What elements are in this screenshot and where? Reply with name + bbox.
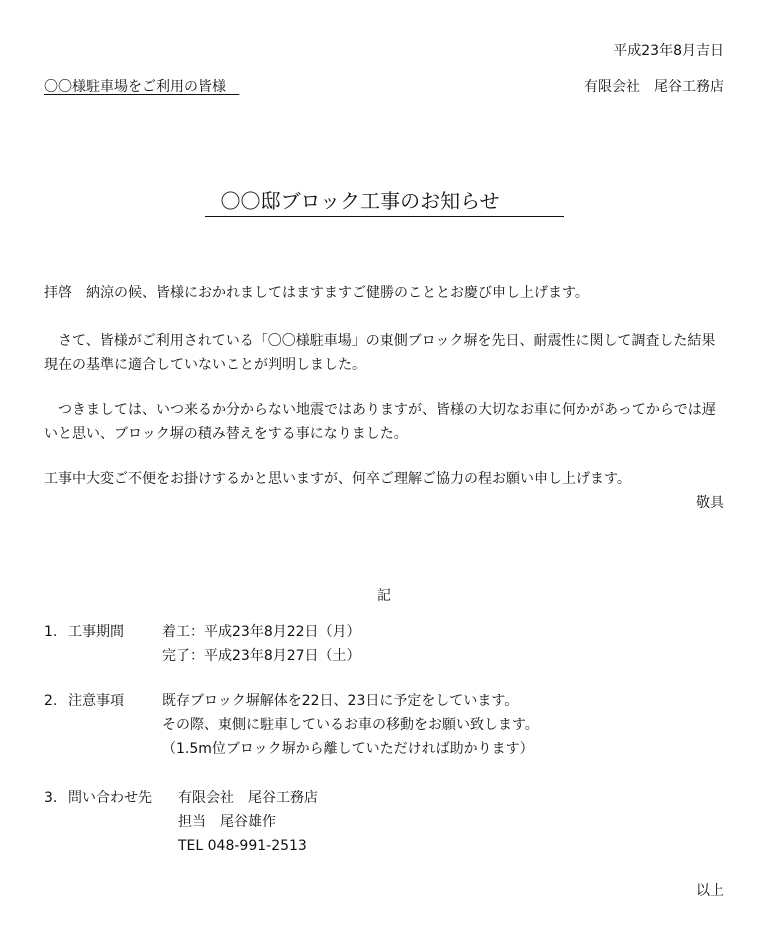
letter-date: 平成23年8月吉日	[613, 43, 724, 59]
item-2-line-2: その際、東側に駐車しているお車の移動をお願い致します。	[162, 717, 539, 733]
recipient: 〇〇様駐車場をご利用の皆様	[44, 79, 226, 95]
item-1-number: 1.	[44, 624, 58, 640]
closing-keigu: 敬具	[696, 495, 724, 511]
item-3-number: 3.	[44, 790, 58, 806]
item-2-number: 2.	[44, 693, 58, 709]
sender: 有限会社 尾谷工務店	[584, 79, 724, 95]
item-3-line-1: 有限会社 尾谷工務店	[178, 790, 318, 806]
item-3-line-3: TEL 048-991-2513	[178, 838, 307, 854]
paragraph-2: つきましては、いつ来るか分からない地震ではありますが、皆様の大切なお車に何かがあってからでは遅いと思い、ブロック塀の積み替えをする事になりました。	[44, 402, 716, 442]
item-2-label: 注意事項	[68, 693, 124, 709]
greeting: 拝啓 納涼の候、皆様におかれましてはますますご健勝のこととお慶び申し上げます。	[44, 285, 589, 301]
item-2-line-1: 既存ブロック塀解体を22日、23日に予定をしています。	[162, 693, 519, 709]
recipient-line	[44, 78, 239, 96]
paragraph-1: さて、皆様がご利用されている「〇〇様駐車場」の東側ブロック塀を先日、耐震性に関して調査した結果現在の基準に適合していないことが判明しました。	[44, 333, 716, 373]
item-3-label: 問い合わせ先	[68, 790, 152, 806]
item-1-line-2: 完了：平成23年8月27日（土）	[162, 648, 361, 664]
paragraph-3: 工事中大変ご不便をお掛けするかと思いますが、何卒ご理解ご協力の程お願い申し上げます。	[44, 471, 631, 487]
title-block	[0, 188, 768, 217]
notes-heading: 記	[377, 588, 391, 604]
item-3-line-2: 担当 尾谷雄作	[178, 814, 276, 830]
item-1-line-1: 着工：平成23年8月22日（月）	[162, 624, 361, 640]
item-2-line-3: （1.5m位ブロック塀から離していただければ助かります）	[162, 741, 534, 757]
end-mark: 以上	[696, 883, 724, 899]
item-1-label: 工事期間	[68, 624, 124, 640]
page-title: 〇〇邸ブロック工事のお知らせ	[205, 188, 564, 217]
